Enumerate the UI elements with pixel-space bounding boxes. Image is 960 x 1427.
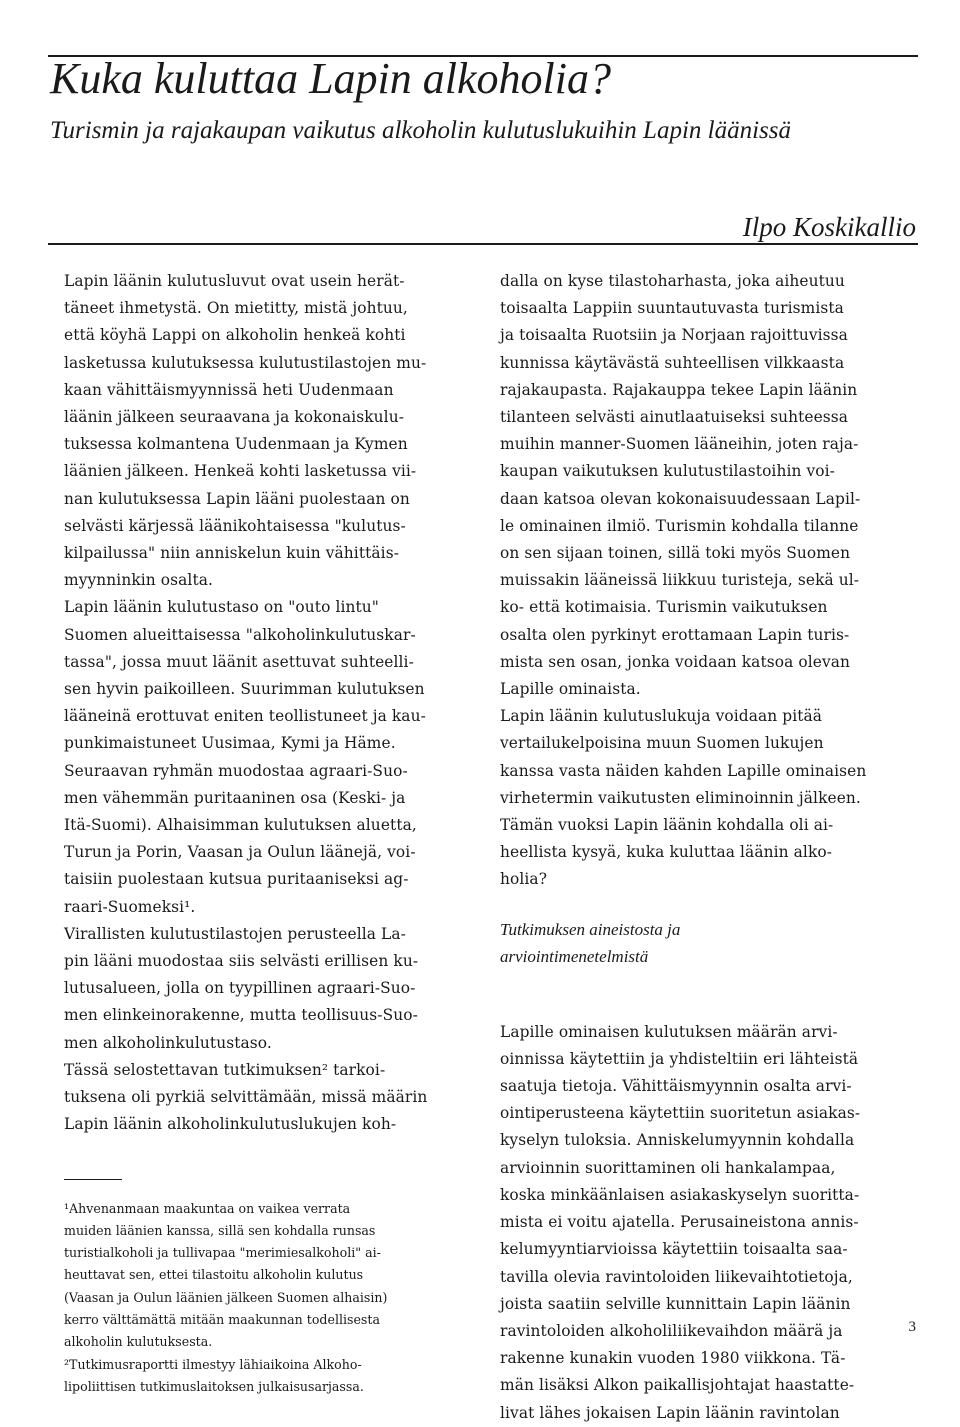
body-line: heellista kysyä, kuka kuluttaa läänin alko- [500,843,833,862]
body-line: koska minkäänlaisen asiakaskyselyn suoritta- [500,1185,860,1204]
body-line: men alkoholinkulutustaso. [64,1033,272,1052]
body-line: dalla on kyse tilastoharhasta, joka aiheutuu [500,272,845,290]
section-heading [500,916,918,971]
body-line: Itä-Suomi). Alhaisimman kulutuksen aluetta, [64,816,417,835]
header-bottom-rule [48,243,918,245]
body-line: lutusalueen, jolla on tyypillinen agraari-Suo- [64,979,416,998]
body-line: kyselyn tuloksia. Anniskelumyynnin kohdalla [500,1131,855,1150]
body-line: Lapin läänin alkoholinkulutuslukujen koh- [64,1115,397,1134]
body-line: kelumyyntiarvioissa käytettiin toisaalta saa- [500,1240,848,1259]
body-line: Seuraavan ryhmän muodostaa agraari-Suo- [64,761,408,780]
body-line: Lapin läänin kulutusluvut ovat usein herät- [64,272,405,290]
body-line: rajakaupasta. Rajakauppa tekee Lapin läänin [500,380,858,399]
body-line: lääneinä erottuvat eniten teollistuneet ja kau- [64,707,426,726]
body-line: men vähemmän puritaaninen osa (Keski- ja [64,788,406,807]
body-line: ja toisaalta Ruotsiin ja Norjaan rajoittuvissa [500,326,848,345]
body-line: osalta olen pyrkinyt erottamaan Lapin turis- [500,625,850,644]
footnote-line: alkoholin kulutuksesta. [64,1334,213,1350]
body-line: taisiin puolestaan kutsua puritaaniseksi ag- [64,870,409,889]
body-line: livat lähes jokaisen Lapin läänin ravintolan [500,1403,840,1422]
footnote-line: heuttavat sen, ettei tilastoitu alkoholin kulutus [64,1267,364,1283]
body-line: men elinkeinorakenne, mutta teollisuus-Suo- [64,1006,418,1025]
body-line: Lapin läänin kulutuslukuja voidaan pitää [500,707,823,726]
body-line: kaupan vaikutuksen kulutustilastoihin voi- [500,462,835,481]
footnote-line: lipoliittisen tutkimuslaitoksen julkaisusarjassa. [64,1378,364,1394]
body-line: raari-Suomeksi¹. [64,897,196,916]
body-line: nan kulutuksessa Lapin lääni puolestaan on [64,489,410,508]
body-line: le ominainen ilmiö. Turismin kohdalla tilanne [500,516,859,535]
footnote-line: ¹Ahvenanmaan maakuntaa on vaikea verrata [64,1200,351,1216]
right-column-body-top [500,268,918,894]
body-line: myynninkin osalta. [64,571,214,590]
footnote-separator [64,1179,122,1180]
body-line: rakenne kunakin vuoden 1980 viikkona. Tä- [500,1349,846,1368]
body-line: tilanteen selvästi ainutlaatuiseksi suhteessa [500,408,849,427]
body-line: kanssa vasta näiden kahden Lapille ominaisen [500,761,867,780]
body-line: mista sen osan, jonka voidaan katsoa olevan [500,652,851,671]
left-column [64,268,462,1398]
body-line: toisaalta Lappiin suuntautuvasta turismista [500,299,844,318]
body-line: selvästi kärjessä läänikohtaisessa "kulutus- [64,516,406,535]
body-line: män lisäksi Alkon paikallisjohtajat haastatte- [500,1376,855,1395]
left-column-body [64,268,462,1139]
body-line: on sen sijaan toinen, sillä toki myös Suomen [500,544,851,563]
body-line: Tässä selostettavan tutkimuksen² tarkoi- [64,1060,386,1079]
body-line: ravintoloiden alkoholiliikevaihdon määrä ja [500,1321,843,1340]
article-title: Kuka kuluttaa Lapin alkoholia? [50,54,611,103]
body-line: kunnissa käytävästä suhteellisen vilkkaasta [500,353,845,372]
body-line: sen hyvin paikoilleen. Suurimman kulutuksen [64,680,425,699]
body-line: että köyhä Lappi on alkoholin henkeä kohti [64,326,406,345]
article-subtitle: Turismin ja rajakaupan vaikutus alkoholin kulutuslukuihin Lapin läänissä [50,117,791,144]
section-heading-line: arviointimenetelmistä [500,947,649,967]
footnote-line: (Vaasan ja Oulun läänien jälkeen Suomen alhaisin) [64,1289,388,1305]
body-line: saatuja tietoja. Vähittäismyynnin osalta arvi- [500,1077,852,1096]
footnote-line: kerro välttämättä mitään maakunnan todellisesta [64,1311,380,1327]
body-line: läänin jälkeen seuraavana ja kokonaiskulu- [64,408,405,427]
footnotes [64,1198,462,1399]
body-line: Lapin läänin kulutustaso on "outo lintu" [64,598,379,617]
body-line: punkimaistuneet Uusimaa, Kymi ja Häme. [64,734,396,753]
body-line: vertailukelpoisina muun Suomen lukujen [500,734,824,753]
body-line: ko- että kotimaisia. Turismin vaikutuksen [500,598,828,617]
body-line: holia? [500,870,548,889]
body-line: Lapille ominaisen kulutuksen määrän arvi- [500,1022,838,1041]
body-line: oinnissa käytettiin ja yhdisteltiin eri lähteistä [500,1049,859,1068]
body-line: Suomen alueittaisessa "alkoholinkulutuskar- [64,625,416,644]
right-column-body-bottom [500,1019,918,1427]
body-line: kaan vähittäismyynnissä heti Uudenmaan [64,380,394,399]
body-line: läänien jälkeen. Henkeä kohti lasketussa vii- [64,462,417,481]
body-line: Turun ja Porin, Vaasan ja Oulun läänejä, voi- [64,843,416,862]
body-line: tuksena oli pyrkiä selvittämään, missä määrin [64,1088,428,1107]
body-line: joista saatiin selville kunnittain Lapin läänin [500,1294,851,1313]
body-line: Tämän vuoksi Lapin läänin kohdalla oli ai- [500,816,834,835]
body-line: pin lääni muodostaa siis selvästi erillisen ku- [64,952,419,971]
footnote-line: muiden läänien kanssa, sillä sen kohdalla runsas [64,1222,376,1238]
body-line: lasketussa kulutuksessa kulutustilastojen mu- [64,353,427,372]
body-line: mista ei voitu ajatella. Perusaineistona annis- [500,1213,859,1232]
body-line: muihin manner-Suomen lääneihin, joten raja- [500,435,859,454]
section-heading-line: Tutkimuksen aineistosta ja [500,919,681,939]
body-line: täneet ihmetystä. On mietitty, mistä johtuu, [64,299,408,318]
body-line: arvioinnin suorittaminen oli hankalampaa, [500,1158,836,1177]
body-line: tavilla olevia ravintoloiden liikevaihtotietoja, [500,1267,853,1286]
body-line: Virallisten kulutustilastojen perusteella La- [64,924,406,943]
body-line: daan katsoa olevan kokonaisuudessaan Lapil- [500,489,861,508]
body-line: Lapille ominaista. [500,680,641,699]
body-line: ointiperusteena käytettiin suoritetun asiakas- [500,1104,861,1123]
footnote-line: ²Tutkimusraportti ilmestyy lähiaikoina Alkoho- [64,1356,362,1372]
body-line: muissakin lääneissä liikkuu turisteja, sekä ul- [500,571,860,590]
right-column [500,268,918,1427]
body-line: virhetermin vaikutusten eliminoinnin jälkeen. [500,788,861,807]
body-line: tuksessa kolmantena Uudenmaan ja Kymen [64,435,408,454]
author-name: Ilpo Koskikallio [742,212,916,242]
body-line: tassa", jossa muut läänit asettuvat suhteelli- [64,652,414,671]
footnote-line: turistialkoholi ja tullivapaa "merimiesalkoholi" ai- [64,1245,381,1261]
page-number: 3 [908,1319,916,1335]
body-line: kilpailussa" niin anniskelun kuin vähittäis- [64,544,399,563]
